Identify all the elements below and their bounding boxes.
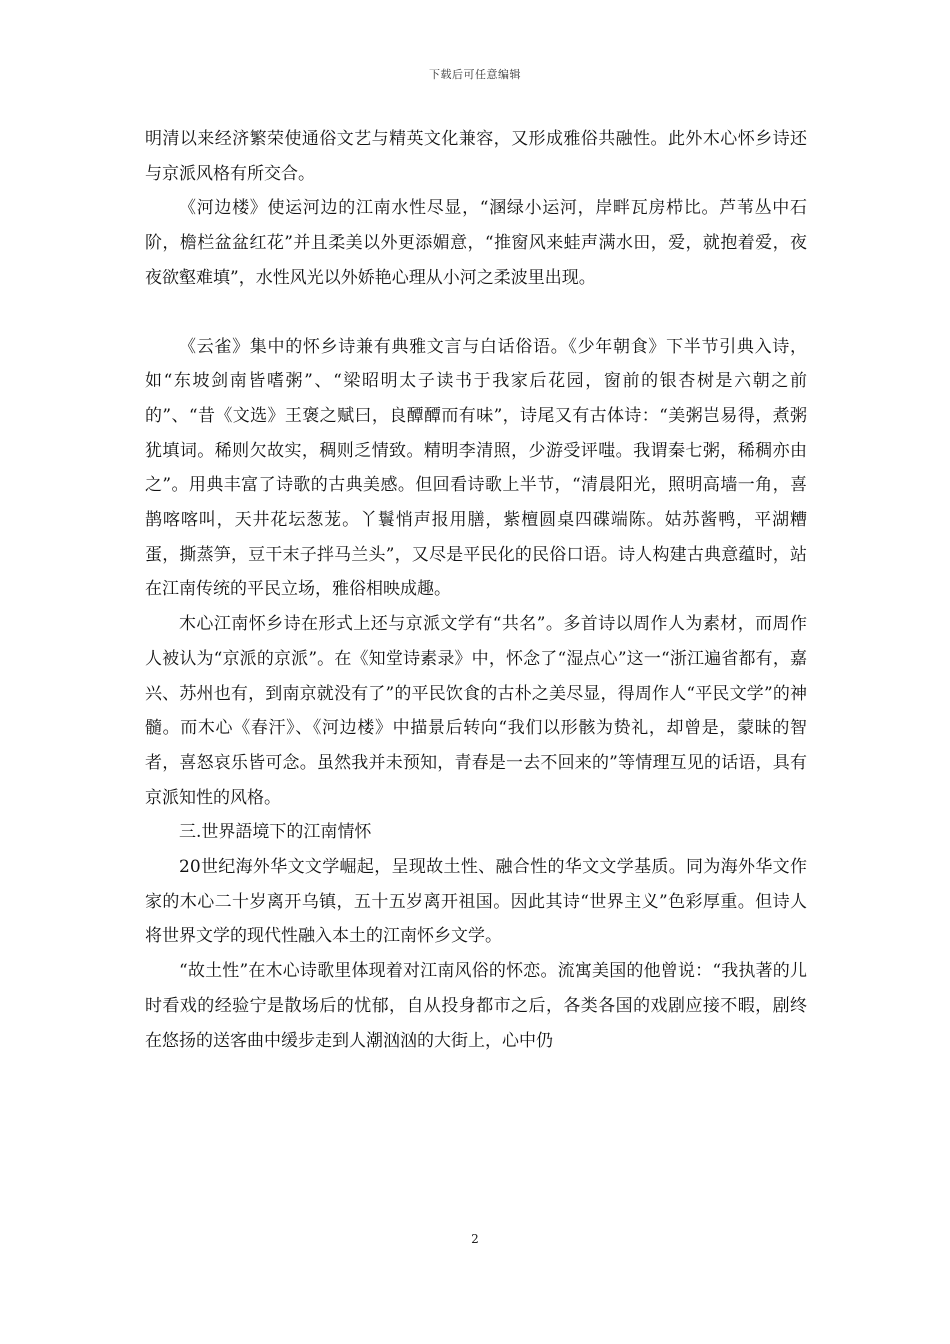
page-number: 2 — [471, 1232, 479, 1246]
paragraph-4: 木心江南怀乡诗在形式上还与京派文学有“共名”。多首诗以周作人为素材，而周作人被认为“京派的京派”。在《知堂诗素录》中，怀念了“湿点心”这一“浙江遍省都有，嘉兴、苏州也有，到南京就没有了”的平民饮食的古朴之美尽显，得周作人“平民文学”的神髓。而木心《春汗》、《河边楼》中描景后转向“我们以形骸为贽礼，却曾是，蒙昧的智者，喜怒哀乐皆可念。虽然我并未预知，青春是一去不回来的”等情理互见的话语，具有京派知性的风格。 — [145, 614, 807, 808]
paragraph-2: 《河边楼》使运河边的江南水性尽显，“溷绿小运河，岸畔瓦房栉比。芦苇丛中石阶，檐栏盆盆红花”并且柔美以外更添媚意，“推窗风来蛙声满水田，爱，就抱着爱，夜夜欲壑难填”，水性风光以外娇艳心理从小河之柔波里出现。 — [145, 198, 807, 288]
paragraph-1: 明清以来经济繁荣使通俗文艺与精英文化兼容，又形成雅俗共融性。此外木心怀乡诗还与京派风格有所交合。 — [145, 129, 807, 184]
paragraph-6: “故土性”在木心诗歌里体现着对江南风俗的怀恋。流寓美国的他曾说：“我执著的儿时看戏的经验宁是散场后的忧郁，自从投身都市之后，各类各国的戏剧应接不暇，剧终在悠扬的送客曲中缓步走到人潮汹汹的大街上，心中仍 — [145, 961, 807, 1051]
section-heading: 三.世界語境下的江南情怀 — [179, 822, 372, 843]
page-header: 下载后可任意编辑 — [429, 68, 521, 81]
paragraph-5: 20世纪海外华文文学崛起，呈现故土性、融合性的华文文学基质。同为海外华文作家的木心二十岁离开乌镇，五十五岁离开祖国。因此其诗“世界主义”色彩厚重。但诗人将世界文学的现代性融入本土的江南怀乡文学。 — [145, 857, 807, 947]
document-body — [145, 122, 807, 1058]
paragraph-3: 《云雀》集中的怀乡诗兼有典雅文言与白话俗语。《少年朝食》下半节引典入诗，如“东坡剑南皆嗜粥”、“梁昭明太子读书于我家后花园，窗前的银杏树是六朝之前的”、“昔《文选》王褒之赋曰，良醰醰而有味”，诗尾又有古体诗：“美粥岂易得，煮粥犹填词。稀则欠故实，稠则乏情致。精明李清照，少游受评嗤。我谓秦七粥，稀稠亦由之”。用典丰富了诗歌的古典美感。但回看诗歌上半节，“清晨阳光，照明高墙一角，喜鹊喀喀叫，天井花坛葱茏。丫鬟悄声报用膳，紫檀圆桌四碟端陈。姑苏酱鸭，平湖糟蛋，撕蒸笋，豆干末子拌马兰头”，又尽是平民化的民俗口语。诗人构建古典意蕴时，站在江南传统的平民立场，雅俗相映成趣。 — [145, 336, 807, 600]
paragraph-spacer — [145, 296, 807, 330]
